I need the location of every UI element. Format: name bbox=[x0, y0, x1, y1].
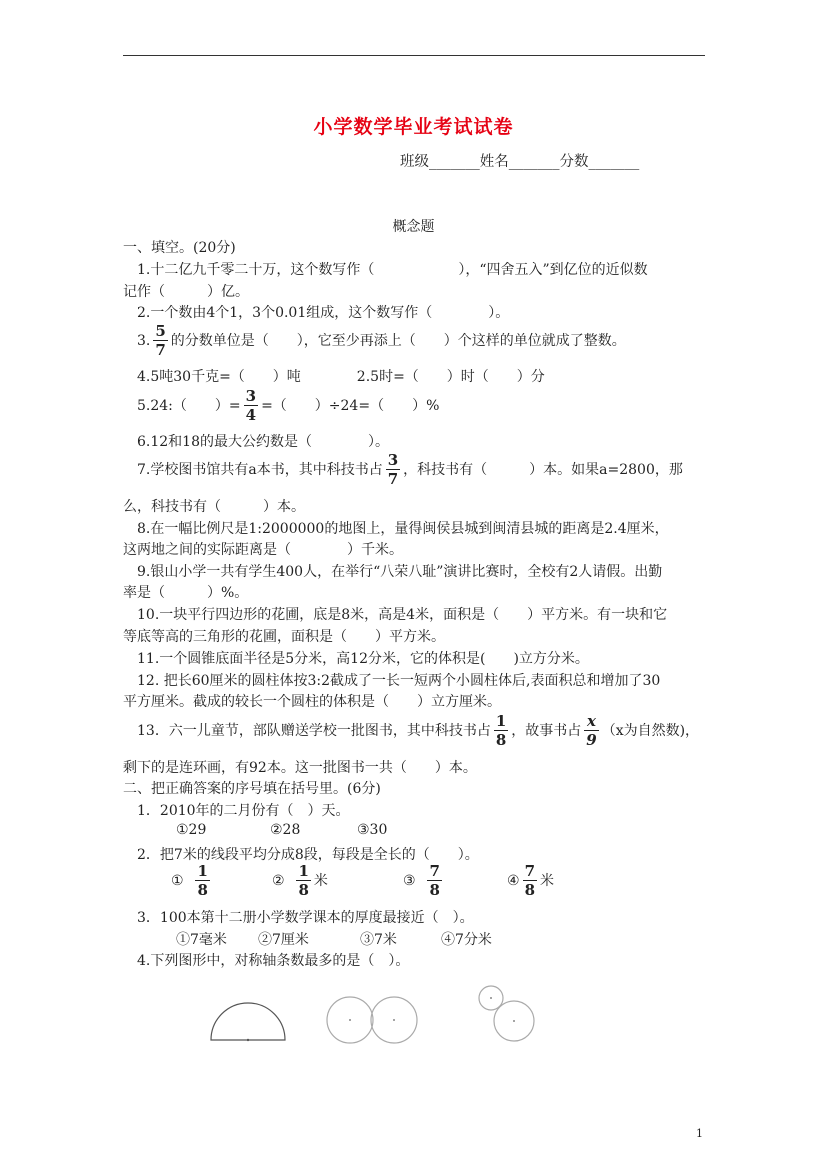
fraction-numerator: 7 bbox=[524, 862, 535, 880]
q3-text: 的分数单位是（ ），它至少再添上（ ）个这样的单位就成了整数。 bbox=[170, 333, 626, 349]
question-8-line-1: 8.在一幅比例尺是1:2000000的地图上，量得闽侯县城到闽清县城的距离是2.4厘米， bbox=[137, 521, 669, 537]
option-marker: ② bbox=[272, 873, 285, 889]
question-1-line-2: 记作（ ）亿。 bbox=[123, 284, 249, 300]
fraction-denominator: 7 bbox=[155, 341, 166, 359]
mc-option-1-2: ②28 bbox=[270, 822, 301, 838]
question-10-line-1: 10.一块平行四边形的花圃，底是8米，高是4米，面积是（ ）平方米。有一块和它 bbox=[137, 607, 668, 623]
fraction-numerator: 7 bbox=[429, 862, 440, 880]
fraction-denominator: 8 bbox=[429, 881, 440, 899]
q5-text: =（ ）÷24=（ ）% bbox=[261, 398, 440, 414]
exam-title: 小学数学毕业考试试卷 bbox=[313, 116, 514, 138]
semicircle-figure bbox=[211, 1003, 285, 1041]
mc-question-3: 3．100本第十二册小学数学课本的厚度最接近（ ）。 bbox=[137, 910, 474, 926]
question-7-line-1 bbox=[137, 453, 683, 487]
fraction-5-7 bbox=[153, 324, 167, 358]
option-marker: ③ bbox=[403, 873, 416, 889]
unit-label: 米 bbox=[540, 873, 554, 889]
q13-text: （x为自然数)， bbox=[601, 723, 700, 739]
part1-heading: 一、填空。(20分) bbox=[123, 240, 236, 256]
fraction-1-8 bbox=[296, 864, 310, 898]
option-marker: ① bbox=[171, 873, 184, 889]
mc-option-3-2: ②7厘米 bbox=[258, 932, 309, 948]
question-12-line-2: 平方厘米。截成的较长一个圆柱的体积是（ ）立方厘米。 bbox=[123, 694, 501, 710]
fraction-numerator: x bbox=[587, 712, 596, 730]
mc-option-3-3: ③7米 bbox=[360, 932, 397, 948]
student-info-line: 班级_______姓名_______分数_______ bbox=[400, 154, 640, 170]
question-13-line-2: 剩下的是连环画，有92本。这一批图书一共（ ）本。 bbox=[123, 760, 477, 776]
fraction-3-4 bbox=[244, 389, 258, 423]
question-1-line-1: 1.十二亿九千零二十万，这个数写作（ ），“四舍五入”到亿位的近似数 bbox=[137, 262, 648, 278]
question-11: 11.一个圆锥底面半径是5分米，高12分米，它的体积是( )立方分米。 bbox=[137, 651, 589, 667]
two-unequal-circles-figure bbox=[479, 986, 534, 1041]
question-12-line-1: 12. 把长60厘米的圆柱体按3:2截成了一长一短两个小圆柱体后,表面积总和增加了30 bbox=[137, 673, 661, 689]
question-4: 4.5吨30千克=（ ）吨 2.5时=（ ）时（ ）分 bbox=[137, 369, 545, 385]
fraction-numerator: 1 bbox=[298, 862, 309, 880]
fraction-3-7 bbox=[386, 453, 400, 487]
question-6: 6.12和18的最大公约数是（ ）。 bbox=[137, 434, 389, 450]
fraction-numerator: 3 bbox=[387, 451, 399, 469]
question-9-line-1: 9.银山小学一共有学生400人，在举行“八荣八耻”演讲比赛时，全校有2人请假。出勤 bbox=[137, 564, 663, 580]
fraction-1-8 bbox=[195, 864, 209, 898]
page-number: 1 bbox=[696, 1127, 703, 1140]
fraction-x-9 bbox=[584, 714, 598, 748]
q3-prefix: 3. bbox=[137, 333, 151, 349]
fraction-numerator: 1 bbox=[197, 862, 208, 880]
fraction-denominator: 9 bbox=[586, 731, 597, 749]
question-2: 2.一个数由4个1，3个0.01组成，这个数写作（ ）。 bbox=[137, 305, 510, 321]
fraction-7-8 bbox=[427, 864, 441, 898]
question-3 bbox=[137, 324, 626, 358]
fraction-denominator: 8 bbox=[197, 881, 208, 899]
top-rule bbox=[123, 55, 705, 56]
two-equal-circles-figure bbox=[327, 997, 417, 1043]
fraction-denominator: 7 bbox=[387, 470, 399, 488]
mc-option-3-4: ④7分米 bbox=[441, 932, 492, 948]
mc-question-2: 2．把7米的线段平均分成8段，每段是全长的（ ）。 bbox=[137, 847, 479, 863]
fraction-denominator: 8 bbox=[524, 881, 535, 899]
fraction-numerator: 3 bbox=[245, 387, 257, 405]
question-5 bbox=[137, 389, 439, 423]
fraction-numerator: 1 bbox=[495, 712, 507, 730]
part2-heading: 二、把正确答案的序号填在括号里。(6分) bbox=[123, 781, 381, 797]
q13-prefix: 13．六一儿童节，部队赠送学校一批图书，其中科技书占 bbox=[137, 723, 491, 739]
q7-prefix: 7.学校图书馆共有a本书，其中科技书占 bbox=[137, 462, 383, 478]
mc-option-2-3 bbox=[403, 864, 445, 898]
fraction-7-8 bbox=[523, 864, 537, 898]
fraction-denominator: 8 bbox=[495, 731, 507, 749]
question-9-line-2: 率是（ ）%。 bbox=[123, 585, 249, 601]
section-heading: 概念题 bbox=[392, 219, 435, 235]
fraction-denominator: 8 bbox=[298, 881, 309, 899]
unit-label: 米 bbox=[313, 873, 328, 889]
mc-option-2-4 bbox=[507, 864, 554, 898]
mc-question-1: 1．2010年的二月份有（ ）天。 bbox=[137, 803, 350, 819]
symmetry-figures bbox=[200, 980, 560, 1060]
fraction-numerator: 5 bbox=[155, 322, 166, 340]
mc-option-3-1: ①7毫米 bbox=[176, 932, 227, 948]
question-7-line-2: 么，科技书有（ ）本。 bbox=[123, 499, 305, 515]
q5-prefix: 5.24:（ ）= bbox=[137, 398, 241, 414]
fraction-denominator: 4 bbox=[245, 406, 257, 424]
q13-mid: ，故事书占 bbox=[511, 723, 582, 739]
mc-option-2-1 bbox=[171, 864, 213, 898]
mc-option-1-1: ①29 bbox=[176, 822, 207, 838]
question-8-line-2: 这两地之间的实际距离是（ ）千米。 bbox=[123, 542, 403, 558]
question-13-line-1 bbox=[137, 714, 699, 748]
q7-text: ，科技书有（ ）本。如果a=2800，那 bbox=[403, 462, 683, 478]
mc-option-2-2 bbox=[272, 864, 328, 898]
mc-question-4: 4.下列图形中，对称轴条数最多的是（ ）。 bbox=[137, 953, 410, 969]
question-10-line-2: 等底等高的三角形的花圃，面积是（ ）平方米。 bbox=[123, 629, 445, 645]
fraction-1-8 bbox=[494, 714, 508, 748]
option-marker: ④ bbox=[507, 873, 520, 889]
mc-option-1-3: ③30 bbox=[357, 822, 388, 838]
